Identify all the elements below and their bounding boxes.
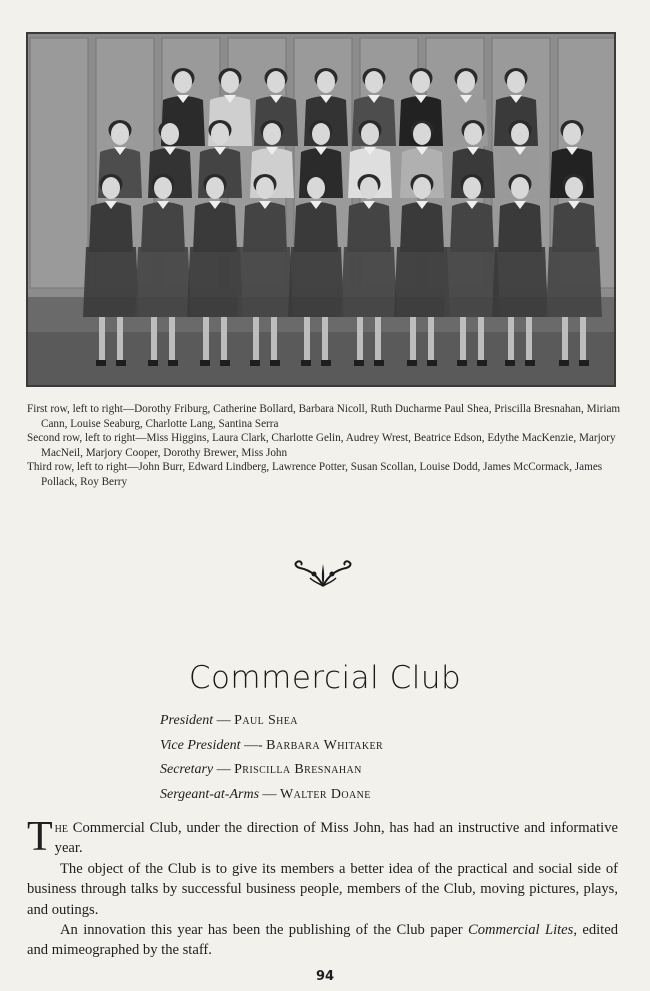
officer-separator: —	[213, 713, 235, 728]
officer-name: Barbara Whitaker	[266, 737, 384, 753]
officers-list	[160, 709, 383, 807]
group-photo-image	[26, 32, 616, 387]
officer-role: Vice President	[160, 737, 241, 753]
officer-vice-president	[160, 734, 383, 759]
officer-separator: —	[259, 786, 281, 802]
paragraph-1	[27, 814, 618, 860]
club-description	[27, 814, 619, 961]
officer-president	[160, 709, 383, 734]
officer-sergeant-at-arms	[160, 783, 383, 808]
lead-word: he	[54, 820, 68, 836]
caption-first-row: First row, left to right—Dorothy Friburg, Catherine Bollard, Barbara Nicoll, Ruth Ducharme Paul Shea, Priscilla Bresnahan, Miriam Cann, Louise Seaburg, Charlotte Lang, Santina Serra	[27, 403, 621, 430]
officer-role: President	[160, 713, 214, 728]
group-photo	[26, 32, 616, 387]
club-paper-title: Commercial Lites	[467, 922, 574, 939]
officer-name: Priscilla Bresnahan	[234, 762, 362, 777]
fleuron-ornament-icon	[292, 556, 354, 592]
officer-secretary	[160, 758, 383, 783]
page-number: 94	[315, 969, 335, 984]
officer-name: Paul Shea	[234, 713, 298, 728]
officer-role: Sergeant-at-Arms	[160, 786, 260, 802]
photo-caption	[27, 402, 623, 490]
caption-third-row: Third row, left to right—John Burr, Edward Lindberg, Lawrence Potter, Susan Scollan, Louise Dodd, James McCormack, James Pollack, Roy Berry	[27, 461, 603, 488]
club-title: Commercial Club	[188, 660, 462, 696]
paragraph-1-text: Commercial Club, under the direction of Miss John, has had an instructive and informative year.	[54, 820, 618, 857]
officer-separator: —	[213, 762, 235, 777]
paragraph-3	[27, 920, 618, 961]
officer-name: Walter Doane	[280, 786, 371, 802]
paragraph-3-text: An innovation this year has been the publishing of the Club paper	[60, 922, 468, 939]
officer-separator: —-	[240, 737, 267, 753]
paragraph-2: The object of the Club is to give its members a better idea of the practical and social side of business through talks by successful business people, members of the Club, moving pictures, plays, and outings.	[27, 860, 618, 918]
caption-second-row: Second row, left to right—Miss Higgins, Laura Clark, Charlotte Gelin, Audrey Wrest, Beatrice Edson, Edythe MacKenzie, Marjory MacNeil, Marjory Cooper, Dorothy Brewer, Miss John	[27, 432, 616, 459]
paragraph-3-end: , edited and mimeographed by the staff.	[27, 922, 619, 959]
drop-cap: T	[27, 814, 53, 860]
officer-role: Secretary	[160, 762, 214, 777]
